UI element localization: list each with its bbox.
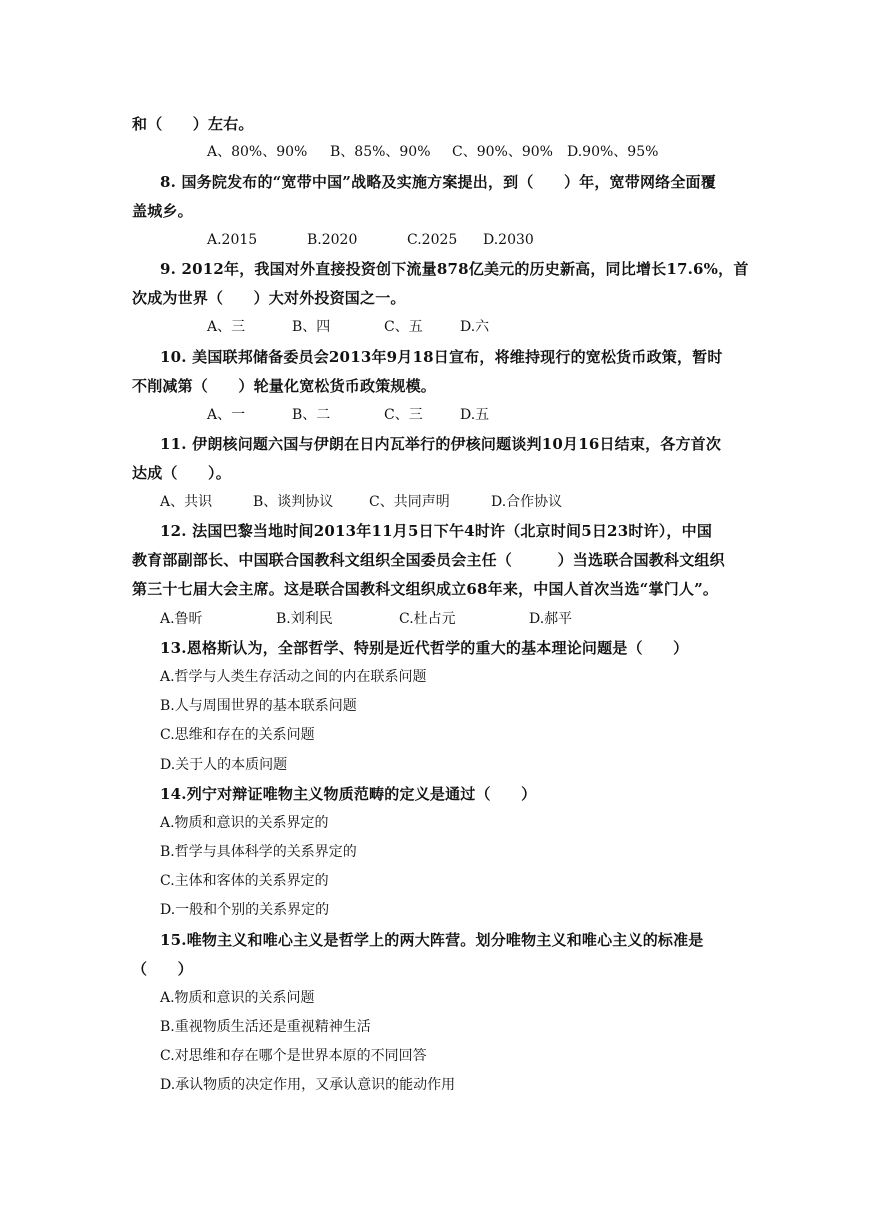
q15-line2: （ ） <box>132 960 193 978</box>
q7-option-c: C、90%、90% <box>452 144 553 160</box>
q11-option-a: A、共识 <box>160 494 213 510</box>
q15-option-a: A.物质和意识的关系问题 <box>160 990 315 1006</box>
q8-line2: 盖城乡。 <box>132 202 193 220</box>
q7-option-a: A、80%、90% <box>207 144 308 160</box>
q13-option-c: C.思维和存在的关系问题 <box>160 727 315 743</box>
q13-option-d: D.关于人的本质问题 <box>160 757 288 773</box>
q8-option-c: C.2025 <box>407 232 458 248</box>
q15-line1: 15.唯物主义和唯心主义是哲学上的两大阵营。划分唯物主义和唯心主义的标准是 <box>160 931 704 949</box>
q9-option-c: C、五 <box>384 319 423 335</box>
q11-line1: 11. 伊朗核问题六国与伊朗在日内瓦举行的伊核问题谈判10月16日结束，各方首次 <box>160 435 722 453</box>
q7-option-d: D.90%、95% <box>567 144 659 160</box>
q10-line1: 10. 美国联邦储备委员会2013年9月18日宣布，将维持现行的宽松货币政策，暂时 <box>160 348 723 366</box>
q12-line1: 12. 法国巴黎当地时间2013年11月5日下午4时许（北京时间5日23时许），中国 <box>160 522 713 540</box>
q11-option-c: C、共同声明 <box>369 494 450 510</box>
q15-option-d: D.承认物质的决定作用，又承认意识的能动作用 <box>160 1077 456 1093</box>
q12-option-d: D.郝平 <box>529 611 573 627</box>
q12-option-b: B.刘利民 <box>276 611 333 627</box>
q14-line1: 14.列宁对辩证唯物主义物质范畴的定义是通过（ ） <box>160 785 537 803</box>
q15-option-c: C.对思维和存在哪个是世界本原的不同回答 <box>160 1048 427 1064</box>
q14-option-a: A.物质和意识的关系界定的 <box>160 815 329 831</box>
q11-option-b: B、谈判协议 <box>253 494 334 510</box>
q8-line1: 8. 国务院发布的“宽带中国”战略及实施方案提出，到（ ）年，宽带网络全面覆 <box>160 173 716 191</box>
q12-line3: 第三十七届大会主席。这是联合国教科文组织成立68年来，中国人首次当选“掌门人”。 <box>132 580 719 598</box>
q8-option-d: D.2030 <box>483 232 534 248</box>
q9-option-a: A、三 <box>207 319 246 335</box>
q8-option-a: A.2015 <box>207 232 258 248</box>
q9-line2: 次成为世界（ ）大对外投资国之一。 <box>132 289 406 307</box>
q14-option-c: C.主体和客体的关系界定的 <box>160 873 329 889</box>
q13-line1: 13.恩格斯认为，全部哲学、特别是近代哲学的重大的基本理论问题是（ ） <box>160 639 689 657</box>
q12-option-a: A.鲁昕 <box>160 611 203 627</box>
q10-line2: 不削减第（ ）轮量化宽松货币政策规模。 <box>132 377 437 395</box>
q9-option-d: D.六 <box>460 319 490 335</box>
q9-option-b: B、四 <box>292 319 331 335</box>
q9-line1: 9. 2012年，我国对外直接投资创下流量878亿美元的历史新高，同比增长17.6%，首 <box>160 260 749 278</box>
q15-option-b: B.重视物质生活还是重视精神生活 <box>160 1019 371 1035</box>
q10-option-d: D.五 <box>460 407 490 423</box>
q11-option-d: D.合作协议 <box>491 494 563 510</box>
q10-option-c: C、三 <box>384 407 423 423</box>
q13-option-a: A.哲学与人类生存活动之间的内在联系问题 <box>160 669 427 685</box>
q10-option-b: B、二 <box>292 407 331 423</box>
q13-option-b: B.人与周围世界的基本联系问题 <box>160 698 357 714</box>
q7-option-b: B、85%、90% <box>330 144 431 160</box>
q12-option-c: C.杜占元 <box>399 611 456 627</box>
q8-option-b: B.2020 <box>307 232 358 248</box>
q14-option-b: B.哲学与具体科学的关系界定的 <box>160 844 357 860</box>
q14-option-d: D.一般和个别的关系界定的 <box>160 902 330 918</box>
q11-line2: 达成（ ）。 <box>132 464 231 482</box>
q12-line2: 教育部副部长、中国联合国教科文组织全国委员会主任（ ）当选联合国教科文组织 <box>132 551 725 569</box>
q10-option-a: A、一 <box>207 407 246 423</box>
q7-line2: 和（ ）左右。 <box>132 115 254 133</box>
